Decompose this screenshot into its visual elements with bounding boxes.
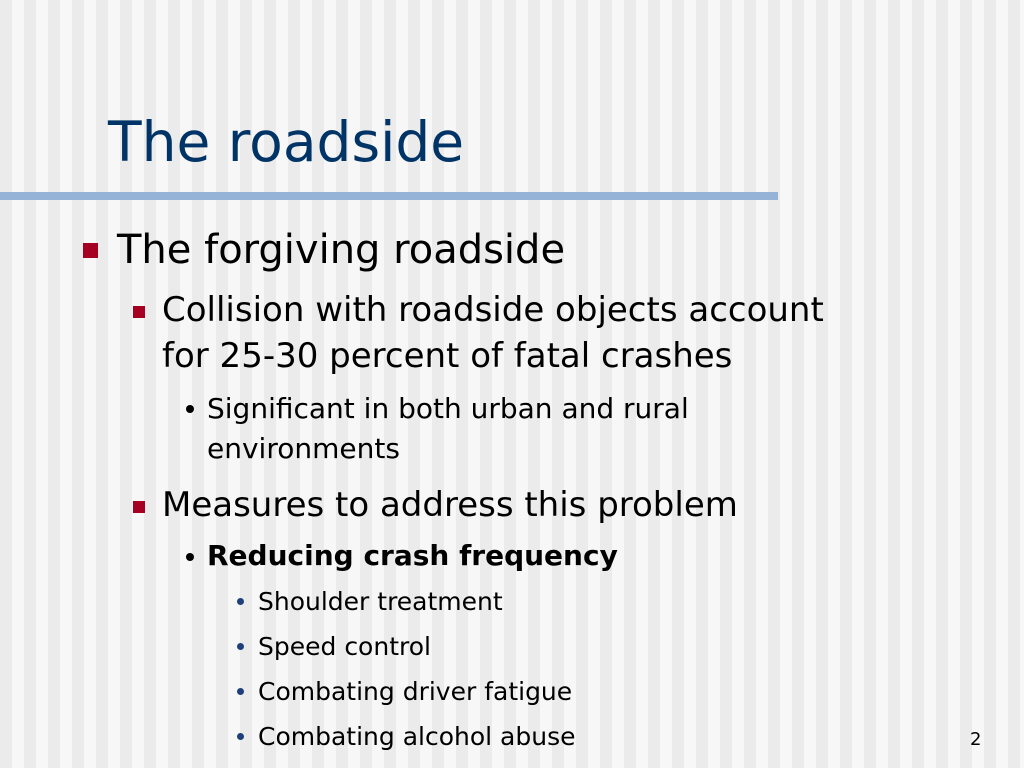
bullet-measures: Measures to address this problem bbox=[162, 485, 738, 525]
bullet-significant-line1: Significant in both urban and rural bbox=[207, 392, 689, 425]
round-bullet-icon bbox=[237, 688, 244, 695]
bullet-combating-fatigue: Combating driver fatigue bbox=[258, 677, 573, 706]
square-bullet-icon bbox=[133, 501, 145, 513]
square-bullet-icon bbox=[83, 243, 98, 258]
bullet-significant-line2: environments bbox=[207, 432, 400, 465]
bullet-reducing-crash-frequency: Reducing crash frequency bbox=[207, 539, 618, 572]
page-number: 2 bbox=[970, 729, 982, 750]
round-bullet-icon bbox=[186, 405, 194, 413]
bullet-combating-alcohol: Combating alcohol abuse bbox=[258, 722, 576, 751]
round-bullet-icon bbox=[237, 733, 244, 740]
bullet-shoulder-treatment: Shoulder treatment bbox=[258, 587, 503, 616]
round-bullet-icon bbox=[237, 598, 244, 605]
slide-title: The roadside bbox=[108, 110, 465, 174]
round-bullet-icon bbox=[237, 643, 244, 650]
bullet-forgiving-roadside: The forgiving roadside bbox=[117, 227, 566, 273]
bullet-collision-line2: for 25-30 percent of fatal crashes bbox=[162, 336, 733, 376]
title-divider bbox=[0, 192, 778, 200]
bullet-collision-line1: Collision with roadside objects account bbox=[162, 290, 824, 330]
bullet-speed-control: Speed control bbox=[258, 632, 431, 661]
round-bullet-icon bbox=[186, 553, 194, 561]
square-bullet-icon bbox=[133, 306, 145, 318]
